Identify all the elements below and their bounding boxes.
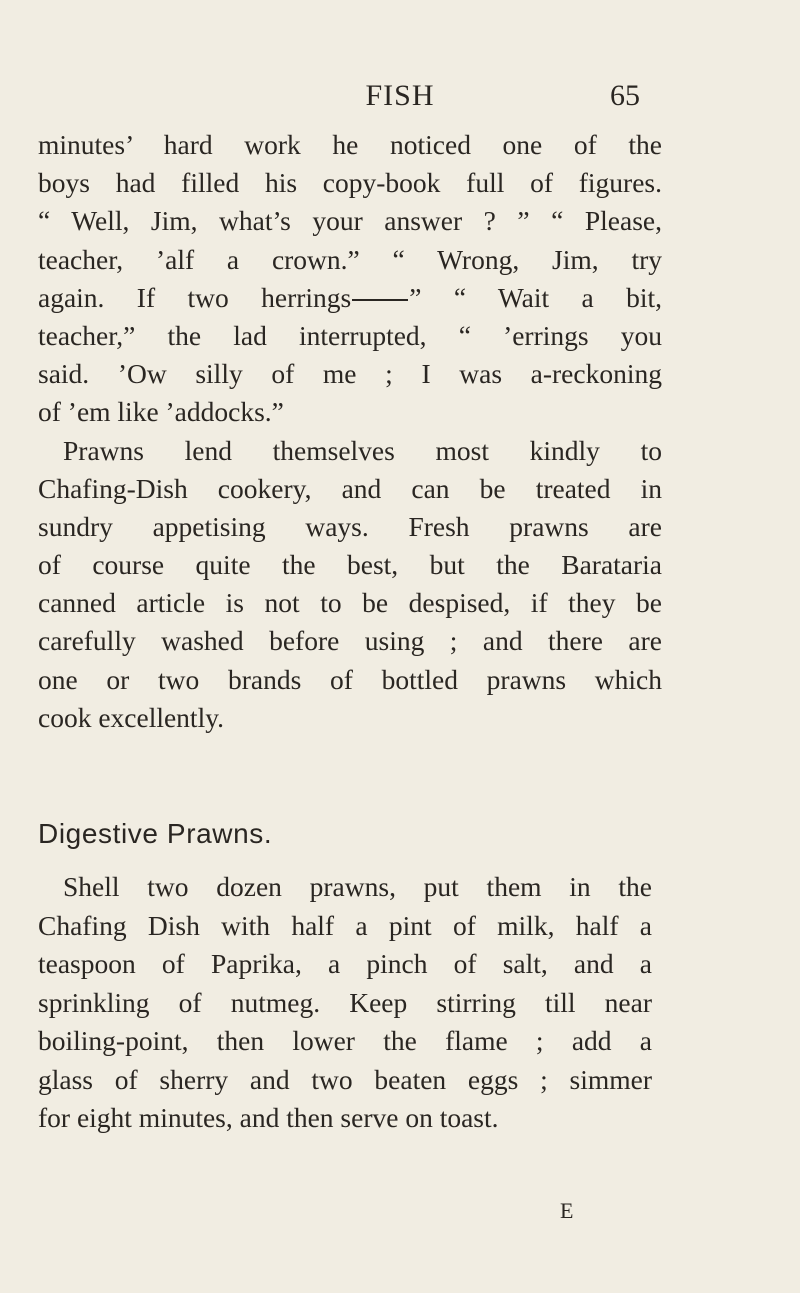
text-line: canned article is not to be despised, if they be [38,587,662,619]
text-line: boiling-point, then lower the flame ; add a [38,1025,652,1056]
text-line: of course quite the best, but the Barataria [38,549,662,581]
text-line: Prawns lend themselves most kindly to [63,434,662,466]
text-line: one or two brands of bottled prawns which [38,663,662,695]
text-line: sundry appetising ways. Fresh prawns are [38,510,662,542]
text-line: Shell two dozen prawns, put them in the [63,871,652,902]
text-line: cook excellently. [38,701,225,733]
text-line-with-dash [38,279,662,317]
running-title: FISH [365,79,435,112]
text-line: said. ’Ow silly of me ; I was a-reckoning [38,358,662,390]
text-line: “ Well, Jim, what’s your answer ? ” “ Please, [38,205,662,237]
text-line: teaspoon of Paprika, a pinch of salt, and a [38,948,652,979]
text-line: boys had filled his copy-book full of figures. [38,167,662,199]
text-line: Chafing Dish with half a pint of milk, half a [38,909,652,941]
body-text [38,126,662,737]
page-number: 65 [610,79,640,112]
em-dash-rule [352,299,408,301]
text-line: minutes’ hard work he noticed one of the [38,129,662,160]
text-line: for eight minutes, and then serve on toast. [38,1102,499,1133]
text-line: Chafing-Dish cookery, and can be treated in [38,472,662,504]
text-line: of ’em like ’addocks.” [38,396,284,428]
text-line: glass of sherry and two beaten eggs ; simmer [38,1063,652,1095]
text-line: sprinkling of nutmeg. Keep stirring till near [38,986,652,1018]
text-line: carefully washed before using ; and there are [38,625,662,657]
running-head [0,74,800,118]
text-fragment: again. If two herrings [38,281,352,313]
recipe-text [38,868,652,1138]
signature-mark: E [560,1198,574,1223]
text-line: teacher,” the lad interrupted, “ ’errings you [38,319,662,351]
text-fragment: ” “ Wait a bit, [409,281,662,313]
recipe-heading: Digestive Prawns. [38,818,273,849]
text-line: teacher, ’alf a crown.” “ Wrong, Jim, try [38,243,662,275]
